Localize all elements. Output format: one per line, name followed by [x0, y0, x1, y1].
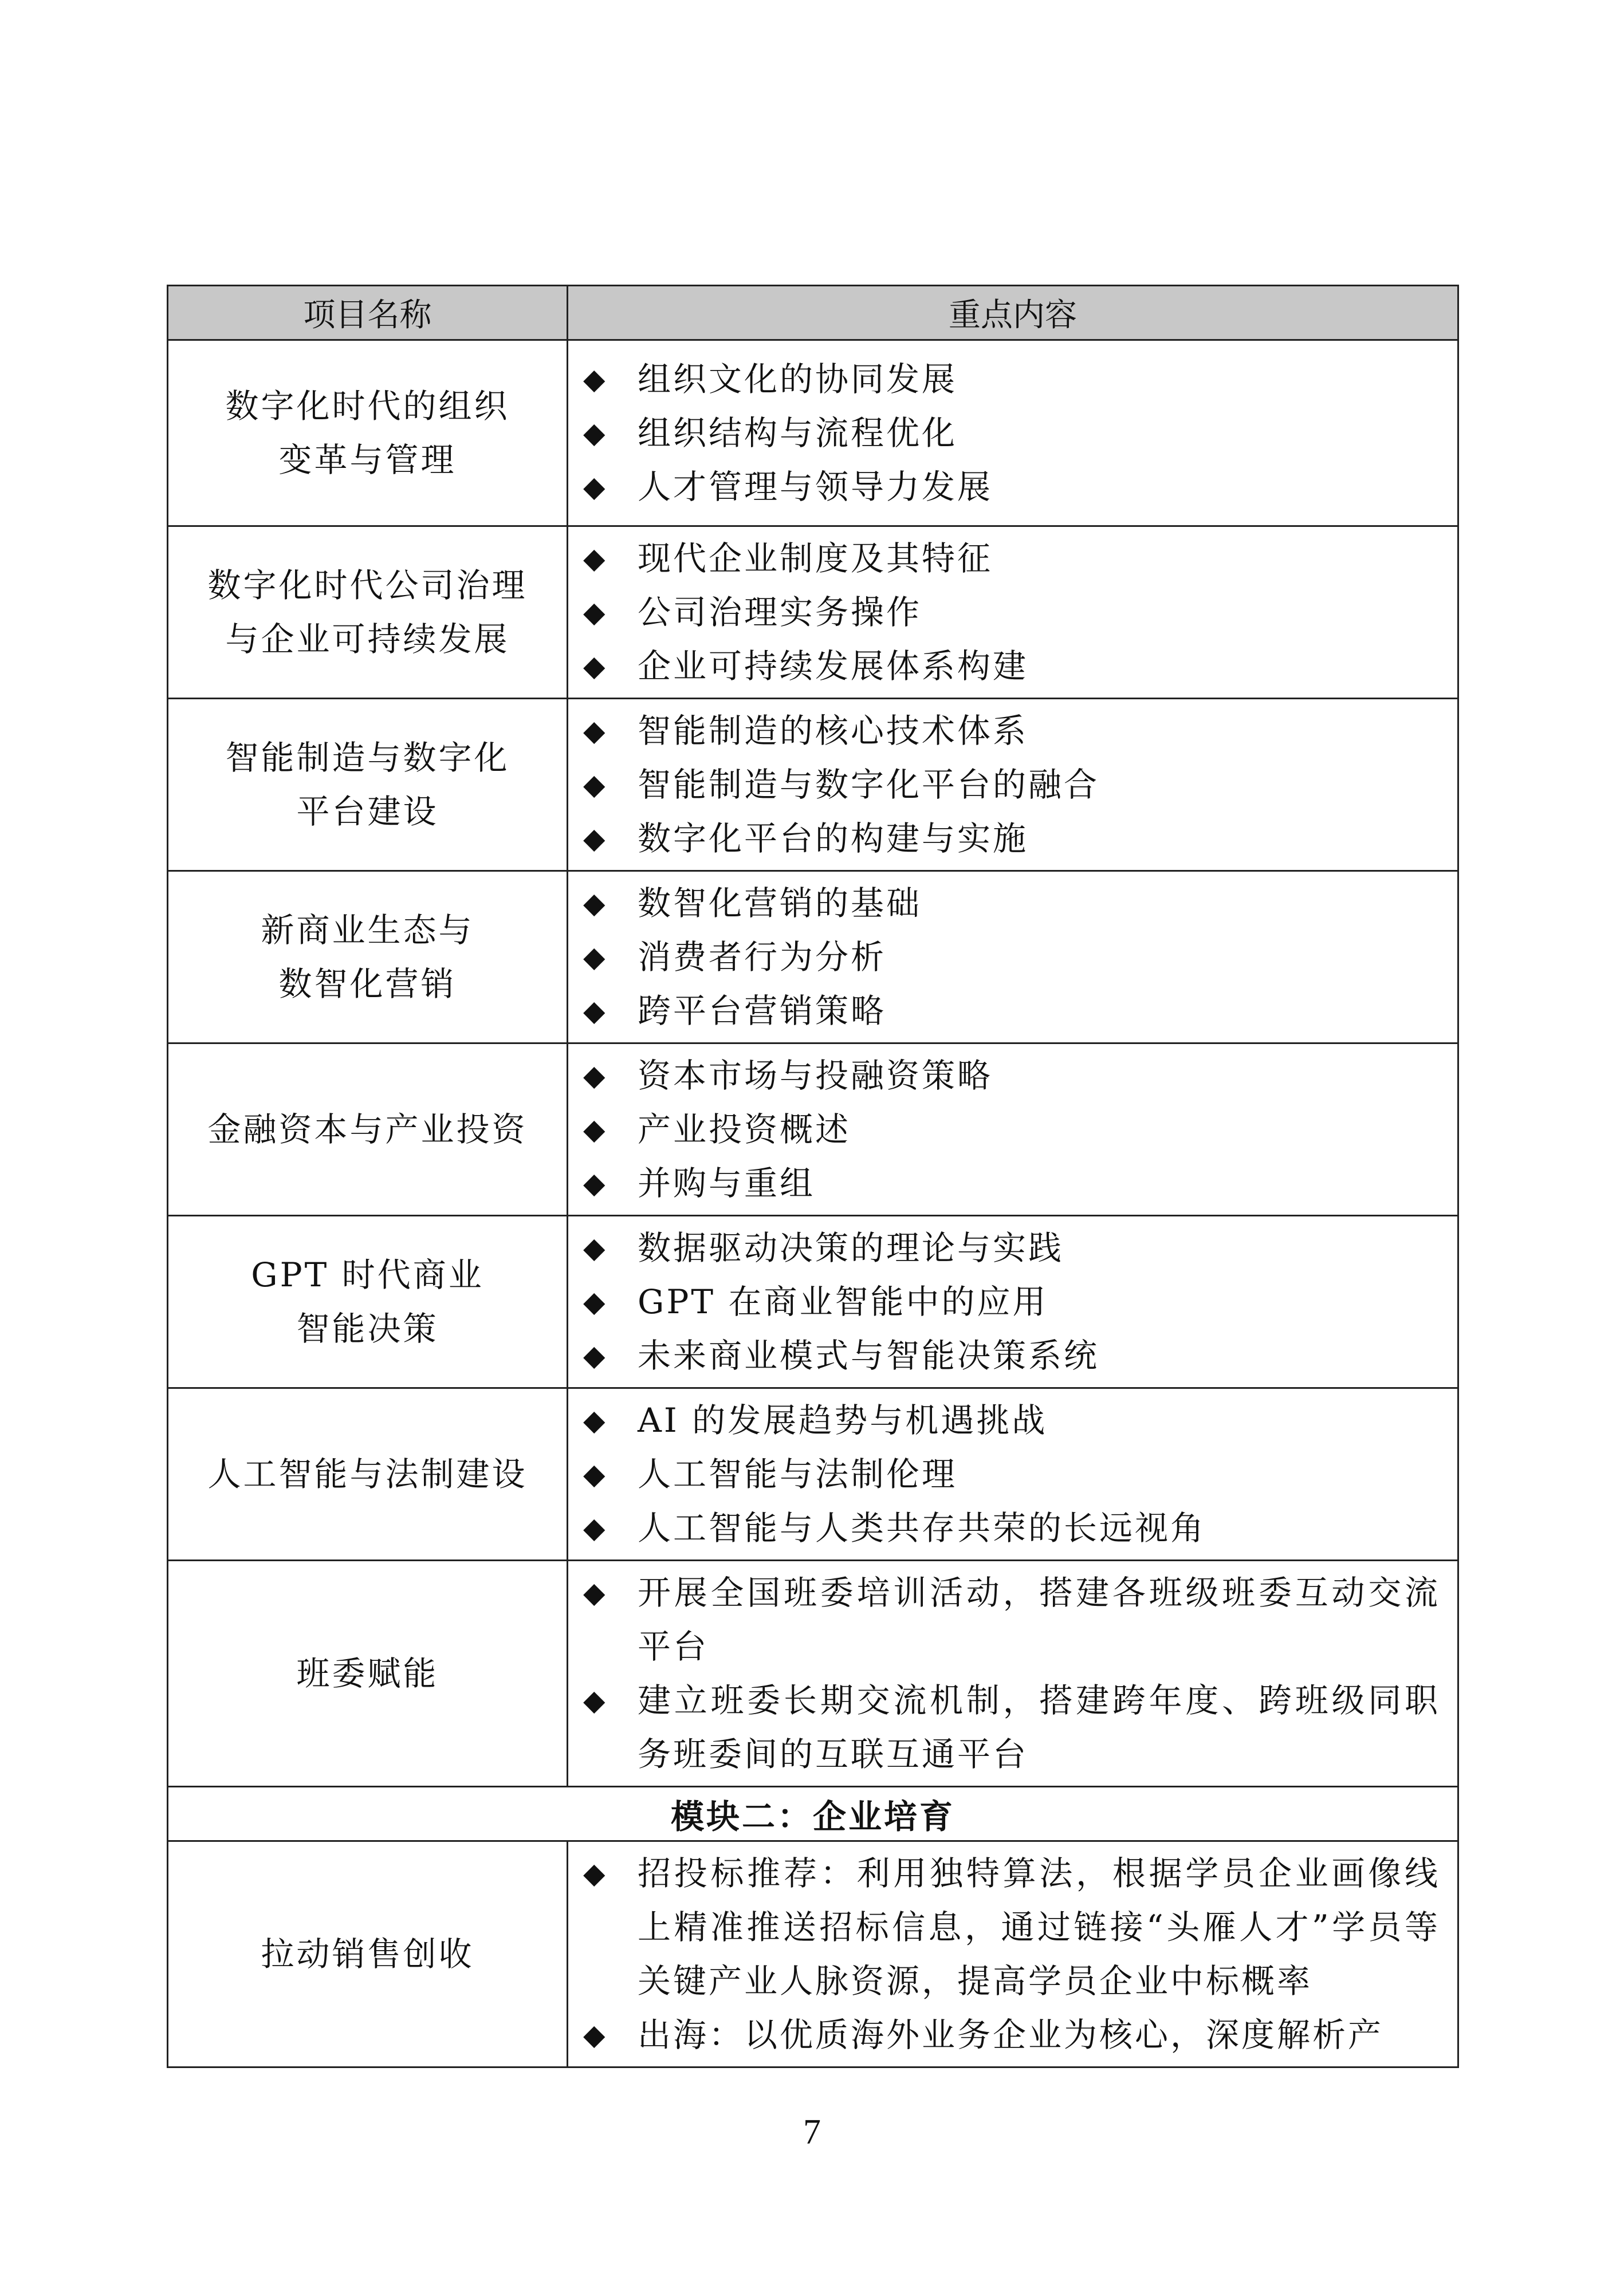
section-title-row	[168, 1787, 1458, 1841]
project-name-line: 拉动销售创收	[261, 1935, 474, 1974]
bullet-item	[583, 352, 1440, 406]
bullet-list	[583, 1221, 1440, 1383]
key-content-cell	[568, 871, 1458, 1043]
table-row	[168, 1561, 1458, 1787]
diamond-bullet-icon: ◆	[583, 1059, 608, 1092]
bullet-list	[583, 1566, 1440, 1781]
bullet-text: GPT 在商业智能中的应用	[638, 1282, 1048, 1321]
bullet-item	[583, 460, 1440, 514]
bullet-item	[583, 876, 1440, 930]
diamond-bullet-icon: ◆	[583, 542, 608, 575]
bullet-text: 并购与重组	[638, 1164, 816, 1203]
diamond-bullet-icon: ◆	[583, 1684, 608, 1717]
bullet-text: AI 的发展趋势与机遇挑战	[638, 1401, 1048, 1440]
project-name-line: 变革与管理	[278, 440, 457, 479]
project-name-cell	[168, 1043, 568, 1216]
diamond-bullet-icon: ◆	[583, 2018, 608, 2051]
project-name-line: 智能决策	[296, 1309, 439, 1348]
bullet-item	[583, 1566, 1440, 1673]
diamond-bullet-icon: ◆	[583, 1857, 608, 1890]
key-content-cell	[568, 340, 1458, 526]
bullet-text: 智能制造与数字化平台的融合	[638, 765, 1100, 804]
project-name-line: 数智化营销	[278, 964, 457, 1003]
header-key-content: 重点内容	[568, 286, 1458, 340]
bullet-item	[583, 704, 1440, 758]
page-number: 7	[803, 2113, 821, 2152]
bullet-list	[583, 704, 1440, 865]
bullet-item	[583, 1393, 1440, 1447]
project-name-line: 新商业生态与	[261, 911, 474, 950]
bullet-item	[583, 812, 1440, 865]
diamond-bullet-icon: ◆	[583, 714, 608, 747]
diamond-bullet-icon: ◆	[583, 822, 608, 855]
table-row	[168, 699, 1458, 871]
bullet-item	[583, 585, 1440, 639]
header-project-name: 项目名称	[168, 286, 568, 340]
diamond-bullet-icon: ◆	[583, 1404, 608, 1437]
table-row	[168, 526, 1458, 699]
diamond-bullet-icon: ◆	[583, 1113, 608, 1146]
bullet-list	[583, 352, 1440, 514]
bullet-item	[583, 1501, 1440, 1555]
bullet-text: 资本市场与投融资策略	[638, 1056, 993, 1095]
bullet-item	[583, 1846, 1440, 2008]
diamond-bullet-icon: ◆	[583, 940, 608, 974]
table-row	[168, 1841, 1458, 2067]
project-name-line: 数字化时代公司治理	[207, 566, 528, 605]
diamond-bullet-icon: ◆	[583, 470, 608, 503]
project-name-cell	[168, 699, 568, 871]
bullet-text: 开展全国班委培训活动，搭建各班级班委互动交流平台	[638, 1573, 1440, 1666]
bullet-text: 建立班委长期交流机制，搭建跨年度、跨班级同职务班委间的互联互通平台	[638, 1681, 1440, 1774]
diamond-bullet-icon: ◆	[583, 1458, 608, 1491]
bullet-text: 数智化营销的基础	[638, 884, 922, 923]
project-name-cell	[168, 1561, 568, 1787]
diamond-bullet-icon: ◆	[583, 1576, 608, 1609]
diamond-bullet-icon: ◆	[583, 768, 608, 801]
diamond-bullet-icon: ◆	[583, 416, 608, 450]
table-header-row	[168, 286, 1458, 340]
section-two-body	[168, 1787, 1458, 2067]
table-row	[168, 1216, 1458, 1388]
diamond-bullet-icon: ◆	[583, 1167, 608, 1200]
bullet-text: 智能制造的核心技术体系	[638, 711, 1029, 750]
table-row	[168, 1043, 1458, 1216]
project-name-line: GPT 时代商业	[251, 1255, 484, 1294]
bullet-item	[583, 2008, 1440, 2062]
project-name-cell	[168, 1388, 568, 1561]
project-name-line: 人工智能与法制建设	[207, 1455, 528, 1494]
bullet-item	[583, 531, 1440, 585]
bullet-list	[583, 1846, 1440, 2062]
bullet-text: 数字化平台的构建与实施	[638, 819, 1029, 858]
key-content-cell	[568, 699, 1458, 871]
bullet-item	[583, 1329, 1440, 1383]
bullet-item	[583, 1673, 1440, 1781]
diamond-bullet-icon: ◆	[583, 363, 608, 396]
project-name-cell	[168, 340, 568, 526]
bullet-item	[583, 639, 1440, 693]
bullet-list	[583, 1393, 1440, 1555]
diamond-bullet-icon: ◆	[583, 1231, 608, 1265]
project-name-cell	[168, 526, 568, 699]
project-name-line: 班委赋能	[296, 1654, 439, 1693]
bullet-list	[583, 1049, 1440, 1210]
project-name-line: 智能制造与数字化	[225, 738, 510, 777]
project-name-line: 与企业可持续发展	[225, 620, 510, 659]
bullet-text: 现代企业制度及其特征	[638, 539, 993, 578]
bullet-item	[583, 406, 1440, 460]
diamond-bullet-icon: ◆	[583, 1511, 608, 1545]
bullet-text: 人工智能与法制伦理	[638, 1455, 958, 1494]
project-name-cell	[168, 871, 568, 1043]
bullet-item	[583, 1049, 1440, 1102]
bullet-item	[583, 1221, 1440, 1275]
project-name-line: 金融资本与产业投资	[207, 1110, 528, 1149]
diamond-bullet-icon: ◆	[583, 1285, 608, 1318]
bullet-text: 招投标推荐：利用独特算法，根据学员企业画像线上精准推送招标信息，通过链接“头雁人才”学员等关键产业人脉资源，提高学员企业中标概率	[638, 1854, 1440, 2000]
diamond-bullet-icon: ◆	[583, 596, 608, 629]
bullet-item	[583, 930, 1440, 984]
key-content-cell	[568, 526, 1458, 699]
table-row	[168, 1388, 1458, 1561]
content-table	[167, 285, 1459, 2068]
project-name-line: 平台建设	[296, 792, 439, 831]
bullet-text: 出海：以优质海外业务企业为核心，深度解析产	[638, 2015, 1384, 2054]
bullet-text: 未来商业模式与智能决策系统	[638, 1336, 1100, 1375]
bullet-text: 组织文化的协同发展	[638, 360, 958, 399]
bullet-text: 组织结构与流程优化	[638, 413, 958, 452]
diamond-bullet-icon: ◆	[583, 1339, 608, 1372]
bullet-list	[583, 531, 1440, 693]
bullet-item	[583, 758, 1440, 812]
bullet-item	[583, 1275, 1440, 1329]
bullet-text: 数据驱动决策的理论与实践	[638, 1228, 1064, 1267]
diamond-bullet-icon: ◆	[583, 887, 608, 920]
bullet-item	[583, 1447, 1440, 1501]
section-title: 模块二：企业培育	[168, 1787, 1458, 1841]
bullet-item	[583, 1102, 1440, 1156]
project-name-cell	[168, 1841, 568, 2067]
bullet-text: 人工智能与人类共存共荣的长远视角	[638, 1509, 1206, 1547]
diamond-bullet-icon: ◆	[583, 994, 608, 1027]
project-name-line: 数字化时代的组织	[225, 387, 510, 426]
key-content-cell	[568, 1043, 1458, 1216]
bullet-text: 消费者行为分析	[638, 938, 887, 976]
bullet-text: 产业投资概述	[638, 1110, 851, 1149]
bullet-item	[583, 1156, 1440, 1210]
bullet-text: 企业可持续发展体系构建	[638, 647, 1029, 686]
key-content-cell	[568, 1841, 1458, 2067]
bullet-list	[583, 876, 1440, 1038]
bullet-text: 跨平台营销策略	[638, 991, 887, 1030]
key-content-cell	[568, 1561, 1458, 1787]
key-content-cell	[568, 1388, 1458, 1561]
table-body	[168, 340, 1458, 1787]
table-row	[168, 340, 1458, 526]
bullet-text: 人才管理与领导力发展	[638, 467, 993, 506]
bullet-item	[583, 984, 1440, 1038]
table-row	[168, 871, 1458, 1043]
project-name-cell	[168, 1216, 568, 1388]
bullet-text: 公司治理实务操作	[638, 593, 922, 632]
key-content-cell	[568, 1216, 1458, 1388]
diamond-bullet-icon: ◆	[583, 649, 608, 683]
